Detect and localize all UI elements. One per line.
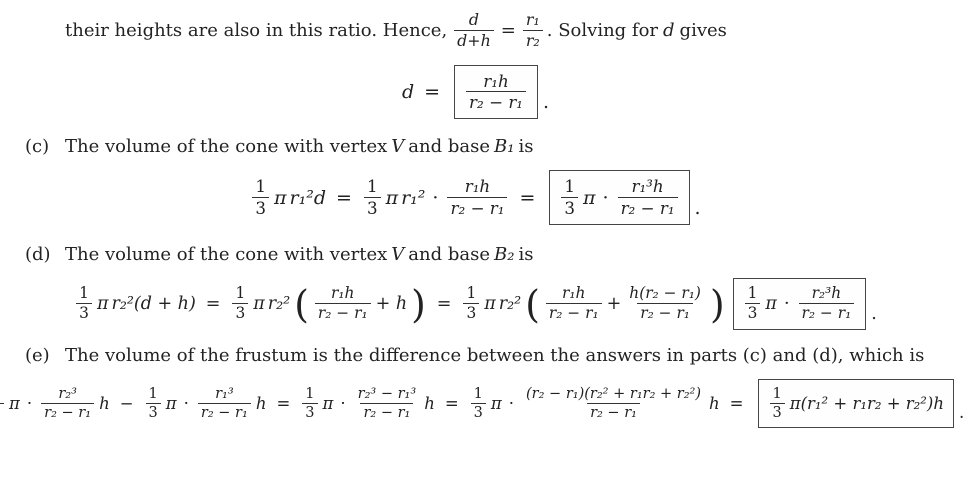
fraction-numerator: 1	[235, 284, 246, 303]
fraction	[41, 385, 94, 422]
fraction-denominator: 3	[76, 303, 92, 323]
fraction	[447, 176, 507, 219]
part-e-label: (e)	[25, 344, 50, 366]
fraction	[315, 284, 371, 324]
equals-sign: =	[424, 80, 441, 103]
fraction-denominator: 3	[561, 197, 578, 219]
equals-sign: =	[336, 186, 352, 209]
fraction-numerator: 1	[747, 284, 758, 303]
equals-sign: =	[729, 393, 744, 413]
pi-symbol: π	[490, 393, 502, 413]
fraction-one-third	[232, 284, 248, 324]
plus-h-term: + h	[375, 293, 408, 314]
period: .	[543, 91, 550, 114]
fraction-one-third	[770, 385, 785, 422]
fraction-numerator: r₁h	[464, 176, 491, 197]
part-c-heading	[25, 136, 926, 157]
pi-symbol: π	[165, 393, 177, 413]
heading-text: The volume of the cone with vertex	[65, 136, 388, 158]
intro-line	[25, 10, 926, 51]
boxed-answer-d2	[733, 278, 867, 330]
term-r2-squared: r₂²	[498, 293, 522, 314]
fraction-numerator: 1	[366, 176, 378, 197]
intro-text: gives	[679, 19, 727, 41]
fraction-denominator: 3	[463, 303, 479, 323]
fraction-r1-over-r2	[523, 10, 543, 51]
variable-h: h	[255, 393, 267, 413]
fraction	[523, 385, 704, 422]
term-r1-squared-d: r₁²d	[289, 186, 327, 209]
term-r2-squared-d-plus-h: r₂²(d + h)	[111, 293, 196, 314]
fraction-numerator: 1	[564, 176, 576, 197]
fraction-one-third	[0, 385, 4, 422]
fraction-denominator: r₂ − r₁	[41, 403, 94, 422]
part-c-label: (c)	[25, 136, 50, 158]
term-r1-squared: r₁²	[401, 186, 426, 209]
equals-sign: =	[444, 393, 459, 413]
fraction-numerator: r₁h	[331, 284, 355, 303]
heading-text: and base	[408, 136, 490, 158]
fraction-denominator: d+h	[454, 30, 494, 51]
fraction-denominator	[0, 403, 4, 422]
fraction-numerator: r₁h	[483, 70, 509, 91]
fraction-denominator: 3	[232, 303, 248, 323]
fraction-denominator: r₂ − r₁	[315, 303, 371, 323]
boxed-answer-c	[549, 170, 689, 225]
pi-symbol: π	[583, 186, 596, 209]
multiplication-dot: ·	[432, 186, 439, 209]
fraction-numerator: 1	[466, 284, 477, 303]
variable-V: V	[391, 244, 405, 266]
variable-V: V	[391, 136, 405, 158]
fraction-denominator: r₂	[523, 30, 543, 51]
fraction-denominator: r₂ − r₁	[447, 197, 507, 219]
part-e-text	[65, 345, 928, 366]
pi-symbol: π	[253, 293, 265, 314]
part-e-heading	[25, 345, 926, 366]
fraction-denominator: 3	[364, 197, 381, 219]
equals-sign: =	[519, 186, 536, 209]
heading-text: and base	[408, 244, 490, 266]
final-answer-expression: π(r₁² + r₁r₂ + r₂²)h	[789, 393, 944, 413]
fraction-denominator: r₂ − r₁	[360, 403, 413, 422]
fraction-denominator: r₂ − r₁	[799, 303, 855, 323]
fraction	[618, 176, 678, 219]
fraction-denominator: 3	[252, 197, 269, 219]
fraction-one-third	[364, 176, 381, 219]
fraction-denominator: 3	[471, 403, 486, 422]
pi-symbol: π	[322, 393, 334, 413]
fraction-denominator: r₂ − r₁	[546, 303, 602, 323]
equals-sign: =	[500, 19, 516, 41]
pi-symbol: π	[385, 186, 399, 209]
fraction-numerator: r₂³	[58, 385, 77, 402]
variable-d: d	[663, 19, 675, 41]
equals-sign: =	[436, 293, 452, 314]
fraction-one-third	[146, 385, 161, 422]
variable-h: h	[99, 393, 110, 413]
fraction	[799, 284, 855, 324]
fraction-numerator: r₂³h	[811, 284, 842, 303]
fraction	[546, 284, 602, 324]
fraction-denominator: r₂ − r₁	[466, 91, 526, 113]
pi-symbol: π	[484, 293, 496, 314]
fraction-numerator: r₁h	[562, 284, 586, 303]
fraction-numerator: r₁³h	[631, 176, 664, 197]
fraction-d-over-d-plus-h	[454, 10, 494, 51]
intro-text: . Solving for	[546, 19, 659, 41]
period: .	[871, 303, 877, 324]
pi-symbol: π	[96, 293, 109, 314]
fraction-numerator: 1	[148, 385, 158, 402]
equation-d: $\frac{1}{3}$ π r₂²(d + h) = $\frac{1}{3}$ π r₂² ( $\frac{\text{r₁h}}{\text{r₂ − r₁}}$ + h ) = $\frac{1}{3}$ π r₂² ( $\frac{\text{r₁h}}{\text{r₂ − r₁}}$ + $\frac{\text{h(r₂ − r₁)}}{\text{r₂ − r₁}}$ ) $\frac{1}{3}$ π · $\frac{\text{r₂³h}}{\text{r₂ − r₁}}$ .	[25, 278, 926, 330]
fraction-numerator: (r₂ − r₁)(r₂² + r₁r₂ + r₂²)	[526, 385, 702, 402]
part-d-text	[65, 244, 537, 265]
pi-symbol: π	[274, 186, 287, 209]
fraction-numerator: d	[468, 10, 480, 29]
multiplication-dot: ·	[783, 293, 790, 314]
fraction-denominator: r₂ − r₁	[618, 197, 678, 219]
heading-text: The volume of the cone with vertex	[65, 244, 388, 266]
equals-sign: =	[276, 393, 291, 413]
fraction-numerator: 1	[473, 385, 483, 402]
equation-e	[9, 379, 964, 428]
fraction-one-third	[745, 284, 761, 324]
heading-text: The volume of the frustum is the difference between the answers in parts (c) and (d), which is	[65, 344, 925, 366]
fraction-numerator: r₂³ − r₁³	[357, 385, 417, 402]
multiplication-dot: ·	[183, 393, 189, 413]
fraction-numerator: r₁³	[215, 385, 234, 402]
fraction-numerator	[0, 385, 4, 403]
fraction-one-third	[76, 284, 92, 324]
equation-solve-d	[25, 65, 926, 120]
heading-text: is	[518, 136, 534, 158]
fraction-denominator: 3	[302, 403, 317, 422]
fraction-one-third	[252, 176, 269, 219]
fraction-denominator: r₂ − r₁	[637, 303, 693, 323]
equation-c	[25, 170, 926, 225]
fraction	[198, 385, 251, 422]
base-symbol-B1: B₁	[493, 136, 515, 158]
fraction	[355, 385, 420, 422]
base-symbol-B2: B₂	[493, 244, 515, 266]
intro-text: their heights are also in this ratio. Hence,	[65, 19, 448, 41]
fraction-numerator: r₁	[525, 10, 540, 29]
fraction-numerator: 1	[305, 385, 315, 402]
part-c-text	[65, 136, 537, 157]
pi-symbol: π	[765, 293, 777, 314]
part-d-heading	[25, 244, 926, 265]
fraction-one-third	[302, 385, 317, 422]
fraction-numerator: 1	[772, 385, 782, 402]
fraction-numerator: 1	[255, 176, 267, 197]
fraction-denominator: 3	[770, 403, 785, 422]
term-r2-squared: r₂²	[267, 293, 291, 314]
multiplication-dot: ·	[602, 186, 609, 209]
multiplication-dot: ·	[340, 393, 346, 413]
heading-text: is	[518, 244, 534, 266]
fraction-one-third	[463, 284, 479, 324]
boxed-answer-e	[758, 379, 954, 428]
fraction-denominator: 3	[146, 403, 161, 422]
fraction	[626, 284, 704, 324]
multiplication-dot: ·	[26, 393, 33, 413]
pi-symbol: π	[9, 393, 20, 413]
fraction-one-third	[471, 385, 486, 422]
minus-sign: −	[119, 393, 134, 413]
multiplication-dot: ·	[508, 393, 515, 413]
variable-h: h	[424, 393, 435, 413]
boxed-answer-d	[454, 65, 538, 120]
fraction-denominator: r₂ − r₁	[587, 403, 640, 422]
plus-sign: +	[606, 293, 622, 314]
fraction-denominator: 3	[745, 303, 761, 323]
fraction-numerator: h(r₂ − r₁)	[629, 284, 701, 303]
part-d-label: (d)	[25, 244, 51, 266]
period: .	[958, 402, 964, 422]
period: .	[694, 197, 701, 220]
fraction-one-third	[561, 176, 578, 219]
equals-sign: =	[205, 293, 221, 314]
fraction-denominator: r₂ − r₁	[198, 403, 251, 422]
variable-h: h	[709, 393, 720, 413]
fraction	[466, 71, 526, 114]
variable-d: d	[401, 80, 415, 103]
fraction-numerator: 1	[79, 284, 89, 303]
